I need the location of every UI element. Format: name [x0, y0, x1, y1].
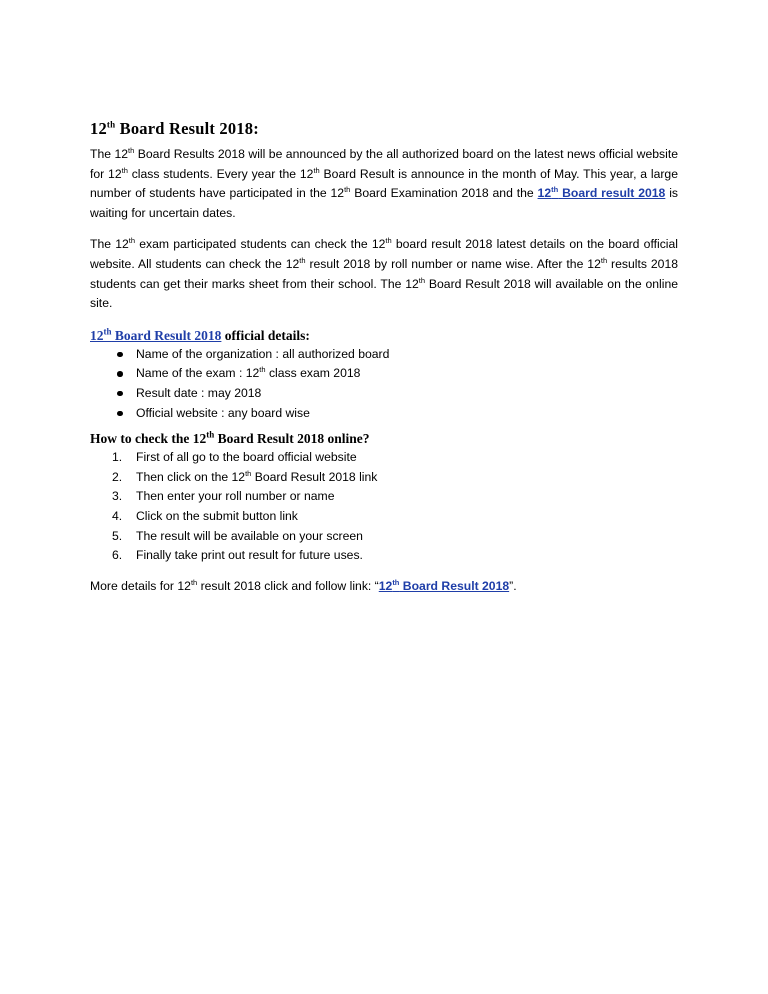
list-item: Result date : may 2018 [90, 384, 678, 404]
list-item: 5. The result will be available on your screen [112, 528, 363, 543]
how-to-check-steps [90, 448, 678, 566]
official-details-link[interactable]: 12th Board Result 2018 [90, 326, 222, 343]
list-item: Official website : any board wise [90, 404, 678, 424]
document-content [90, 119, 678, 608]
details-paragraph: The 12th exam participated students can check the 12th board result 2018 latest details on the board official website. All students can check the 12th result 2018 by roll number or name wise. After the 12th results 2018 students can get their marks sheet from their school. The 12th Board Result 2018 will available on the online site. [90, 236, 679, 311]
how-to-check-heading: How to check the 12th Board Result 2018 online? [90, 429, 370, 447]
official-details-heading: 12th Board Result 2018 official details: [90, 326, 310, 343]
list-item: 6. Finally take print out result for future uses. [112, 548, 363, 563]
list-item: 1. First of all go to the board official website [112, 450, 357, 465]
official-details-list [90, 345, 678, 423]
list-item: 3. Then enter your roll number or name [112, 489, 335, 504]
list-item: 2. Then click on the 12th Board Result 2018 link [112, 468, 378, 484]
page-title: 12th Board Result 2018: [90, 119, 259, 138]
more-details-paragraph: More details for 12th result 2018 click and follow link: “12th Board Result 2018”. [90, 577, 517, 593]
intro-paragraph: The 12th Board Results 2018 will be announced by the all authorized board on the latest news official website for 12th class students. Every year the 12th Board Result is announce in the month of May. This year, a large number of students have participated in the 12th Board Examination 2018 and the 12th Board result 2018 is waiting for uncertain dates. [90, 145, 678, 220]
list-item: Name of the exam : 12th class exam 2018 [90, 364, 678, 384]
board-result-link[interactable]: 12th Board result 2018 [537, 185, 666, 201]
list-item: 4. Click on the submit button link [112, 508, 298, 523]
footer-board-result-link[interactable]: 12th Board Result 2018 [378, 577, 510, 593]
list-item: Name of the organization : all authorized board [90, 345, 678, 365]
